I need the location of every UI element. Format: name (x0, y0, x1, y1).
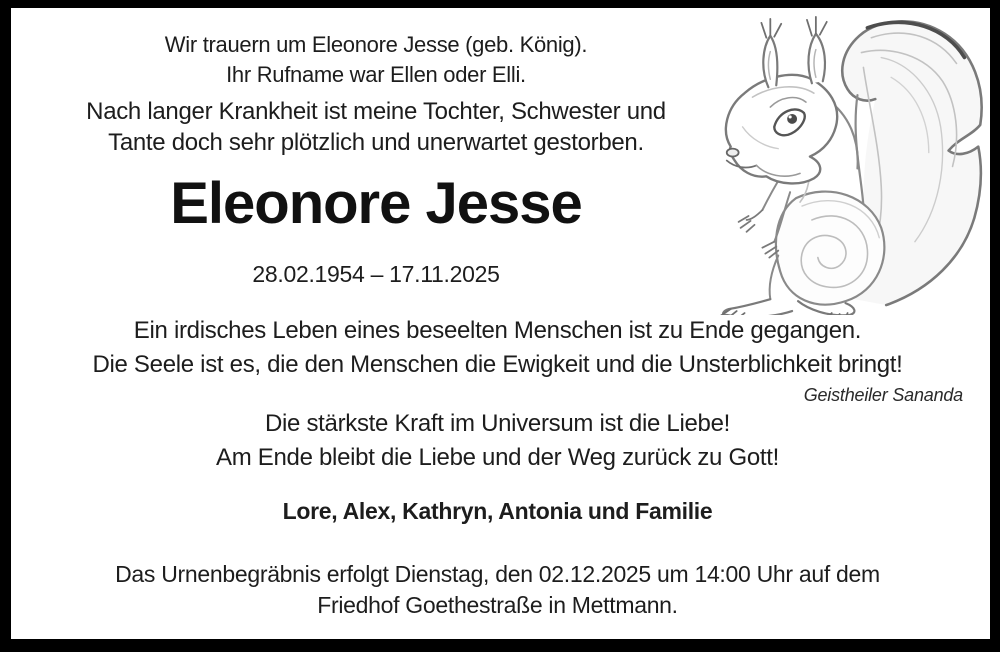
mourners-line: Lore, Alex, Kathryn, Antonia und Familie (282, 498, 713, 524)
life-dates: 28.02.1954 – 17.11.2025 (252, 261, 500, 287)
quote-line-1: Ein irdisches Leben eines beseelten Menschen ist zu Ende gegangen. (133, 317, 862, 344)
front-paw-1 (739, 210, 763, 232)
ear-right-tufts (807, 17, 827, 36)
eye-highlight (789, 115, 792, 118)
quote-line-2: Die Seele ist es, die den Menschen die Ewigkeit und die Unsterblichkeit bringt! (92, 351, 903, 378)
intro-line-4: Tante doch sehr plötzlich und unerwartet gestorben. (108, 129, 644, 156)
squirrel-sketch-illustration (712, 8, 996, 315)
quote-line-3: Die stärkste Kraft im Universum ist die Liebe! (264, 410, 731, 437)
quote-attribution: Geistheiler Sananda (803, 385, 963, 405)
ear-left-tufts (761, 19, 781, 38)
funeral-info-line-2: Friedhof Goethestraße in Mettmann. (317, 592, 678, 618)
ear-right (808, 34, 825, 84)
nose (727, 149, 739, 157)
intro-line-2: Ihr Rufname war Ellen oder Elli. (226, 62, 526, 87)
deceased-name: Eleonore Jesse (170, 171, 582, 236)
intro-line-3: Nach langer Krankheit ist meine Tochter, Schwester und (86, 98, 666, 125)
funeral-info-line-1: Das Urnenbegräbnis erfolgt Dienstag, den 02.12.2025 um 14:00 Uhr auf dem (115, 561, 880, 587)
eye-pupil (787, 114, 797, 124)
quote-line-4: Am Ende bleibt die Liebe und der Weg zurück zu Gott! (216, 444, 779, 471)
intro-line-1: Wir trauern um Eleonore Jesse (geb. König). (164, 32, 588, 57)
